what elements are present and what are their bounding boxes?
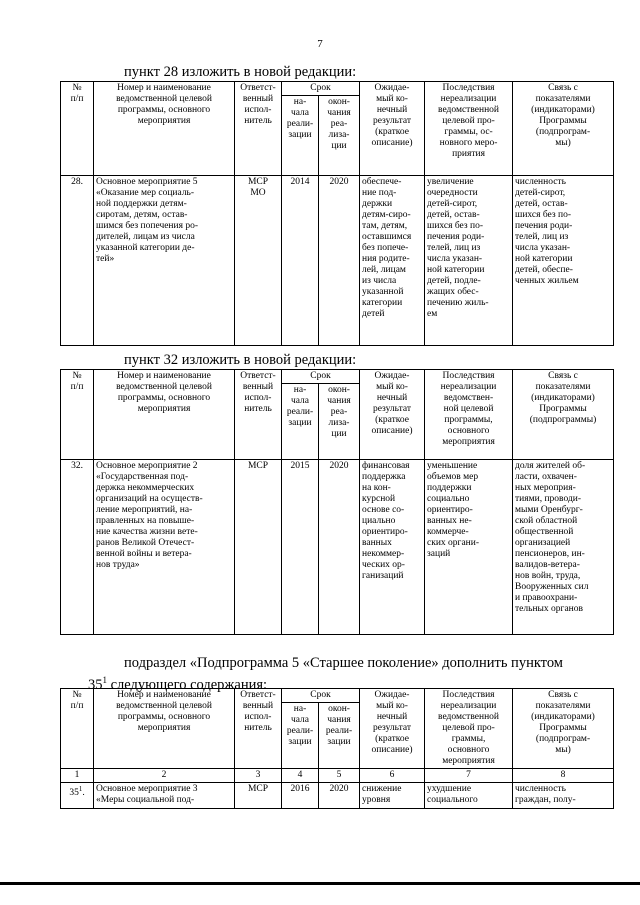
cell-start: 2016 bbox=[282, 783, 319, 809]
col-header-num: № п/п bbox=[61, 370, 94, 460]
heading-punkt-28: пункт 28 изложить в новой редакции: bbox=[124, 64, 357, 80]
cell-result: финансовая поддержка на кон- курсной основе со- циально ориентиро- ванных некоммер- ческих ор- ганизаций bbox=[360, 460, 425, 635]
cell-end: 2020 bbox=[319, 176, 360, 346]
col-header-link: Связь с показателями (индикаторами) Программы (подпрограм- мы) bbox=[513, 82, 614, 176]
heading-item-rest: следующего содержания: bbox=[107, 676, 268, 693]
cell-name: Основное мероприятие 3 «Меры социальной под- bbox=[94, 783, 235, 809]
table-row bbox=[61, 460, 614, 635]
col-header-consequences: Последствия нереализации ведомственной целевой про- граммы, ос- новного меро- приятия bbox=[425, 82, 513, 176]
column-number: 7 bbox=[425, 769, 513, 783]
table-row bbox=[61, 783, 614, 809]
cell-num bbox=[61, 783, 94, 809]
cell-responsible: МСР МО bbox=[235, 176, 282, 346]
heading-punkt-32: пункт 32 изложить в новой редакции: bbox=[124, 352, 357, 368]
col-header-start: на- чала реали- зации bbox=[282, 384, 319, 460]
col-header-term: Срок bbox=[282, 82, 360, 96]
cell-name: Основное мероприятие 5 «Оказание мер социаль- ной поддержки детям- сиротам, детям, остав- шимся без попечения ро- дителей, лицам из числа указанной категории де- тей» bbox=[94, 176, 235, 346]
col-header-end: окон- чания реа- лиза- ции bbox=[319, 96, 360, 176]
col-header-end: окон- чания реа- лиза- ции bbox=[319, 384, 360, 460]
col-header-num: № п/п bbox=[61, 689, 94, 769]
col-header-term: Срок bbox=[282, 370, 360, 384]
cell-num: 32. bbox=[61, 460, 94, 635]
col-header-start: на- чала реали- зации bbox=[282, 96, 319, 176]
heading-item-number: 35 bbox=[88, 676, 103, 693]
table-row bbox=[61, 176, 614, 346]
col-header-link: Связь с показателями (индикаторами) Программы (подпрограммы) bbox=[513, 370, 614, 460]
column-number: 3 bbox=[235, 769, 282, 783]
cell-end: 2020 bbox=[319, 783, 360, 809]
col-header-responsible: Ответст- венный испол- нитель bbox=[235, 370, 282, 460]
cell-end: 2020 bbox=[319, 460, 360, 635]
table-punkt-28 bbox=[60, 81, 614, 346]
col-header-term: Срок bbox=[282, 689, 360, 703]
cell-start: 2015 bbox=[282, 460, 319, 635]
col-header-name: Номер и наименование ведомственной целевой программы, основного мероприятия bbox=[94, 370, 235, 460]
cell-link: численность детей-сирот, детей, остав- шихся без по- печения роди- телей, лиц из числа указан- ной категории детей, обеспе- ченных жильем bbox=[513, 176, 614, 346]
heading-item-sup: 1 bbox=[102, 675, 107, 685]
cell-start: 2014 bbox=[282, 176, 319, 346]
cell-consequences: ухудшение социального bbox=[425, 783, 513, 809]
column-number: 8 bbox=[513, 769, 614, 783]
column-number: 6 bbox=[360, 769, 425, 783]
heading-subsection-line-1: подраздел «Подпрограмма 5 «Старшее поколение» дополнить пунктом bbox=[124, 655, 563, 671]
column-number: 2 bbox=[94, 769, 235, 783]
cell-num-sup: 1 bbox=[78, 785, 83, 793]
cell-num-base: 35 bbox=[69, 788, 79, 799]
column-number: 1 bbox=[61, 769, 94, 783]
cell-num: 28. bbox=[61, 176, 94, 346]
page-bottom-border bbox=[0, 882, 640, 885]
column-number: 4 bbox=[282, 769, 319, 783]
col-header-link: Связь с показателями (индикаторами) Программы (подпрограм- мы) bbox=[513, 689, 614, 769]
col-header-num: № п/п bbox=[61, 82, 94, 176]
col-header-consequences: Последствия нереализации ведомственной целевой про- граммы, основного мероприятия bbox=[425, 689, 513, 769]
table-punkt-32 bbox=[60, 369, 614, 635]
column-number-row bbox=[61, 769, 614, 783]
column-number: 5 bbox=[319, 769, 360, 783]
cell-name: Основное мероприятие 2 «Государственная под- держка некоммерческих организаций на осуществ- ление мероприятий, на- правленных на повыше- ние качества жизни вете- ранов Великой Отечест- венной войны и ветера- нов труда» bbox=[94, 460, 235, 635]
cell-result: обеспече- ние под- держки детям-сиро- там, детям, оставшимся без попече- ния родите- лей, лицам из числа указанной категории детей bbox=[360, 176, 425, 346]
table-punkt-35-1 bbox=[60, 688, 614, 809]
col-header-result: Ожидае- мый ко- нечный результат (краткое описание) bbox=[360, 370, 425, 460]
col-header-start: на- чала реали- зации bbox=[282, 703, 319, 769]
col-header-responsible: Ответст- венный испол- нитель bbox=[235, 82, 282, 176]
cell-num-dot: . bbox=[82, 788, 85, 799]
col-header-responsible: Ответст- венный испол- нитель bbox=[235, 689, 282, 769]
cell-consequences: уменьшение объемов мер поддержки социально ориентиро- ванных не- коммерче- ских органи- заций bbox=[425, 460, 513, 635]
cell-result: снижение уровня bbox=[360, 783, 425, 809]
col-header-result: Ожидае- мый ко- нечный результат (краткое описание) bbox=[360, 689, 425, 769]
col-header-consequences: Последствия нереализации ведомствен- ной целевой программы, основного мероприятия bbox=[425, 370, 513, 460]
page-number: 7 bbox=[317, 38, 323, 50]
cell-consequences: увеличение очередности детей-сирот, детей, остав- шихся без по- печения роди- телей, лиц из числа указан- ной категории детей, подле- жащих обес- печению жиль- ем bbox=[425, 176, 513, 346]
cell-link: доля жителей об- ласти, охвачен- ных мероприя- тиями, проводи- мыми Оренбург- ской областной общественной организацией пенсионеров, ин- валидов-ветера- нов войн, труда, Вооруженных сил и правоохрани- тельных органов bbox=[513, 460, 614, 635]
col-header-result: Ожидае- мый ко- нечный результат (краткое описание) bbox=[360, 82, 425, 176]
col-header-end: окон- чания реали- зации bbox=[319, 703, 360, 769]
cell-responsible: МСР bbox=[235, 460, 282, 635]
col-header-name: Номер и наименование ведомственной целевой программы, основного мероприятия bbox=[94, 689, 235, 769]
cell-link: численность граждан, полу- bbox=[513, 783, 614, 809]
col-header-name: Номер и наименование ведомственной целевой программы, основного мероприятия bbox=[94, 82, 235, 176]
cell-responsible: МСР bbox=[235, 783, 282, 809]
